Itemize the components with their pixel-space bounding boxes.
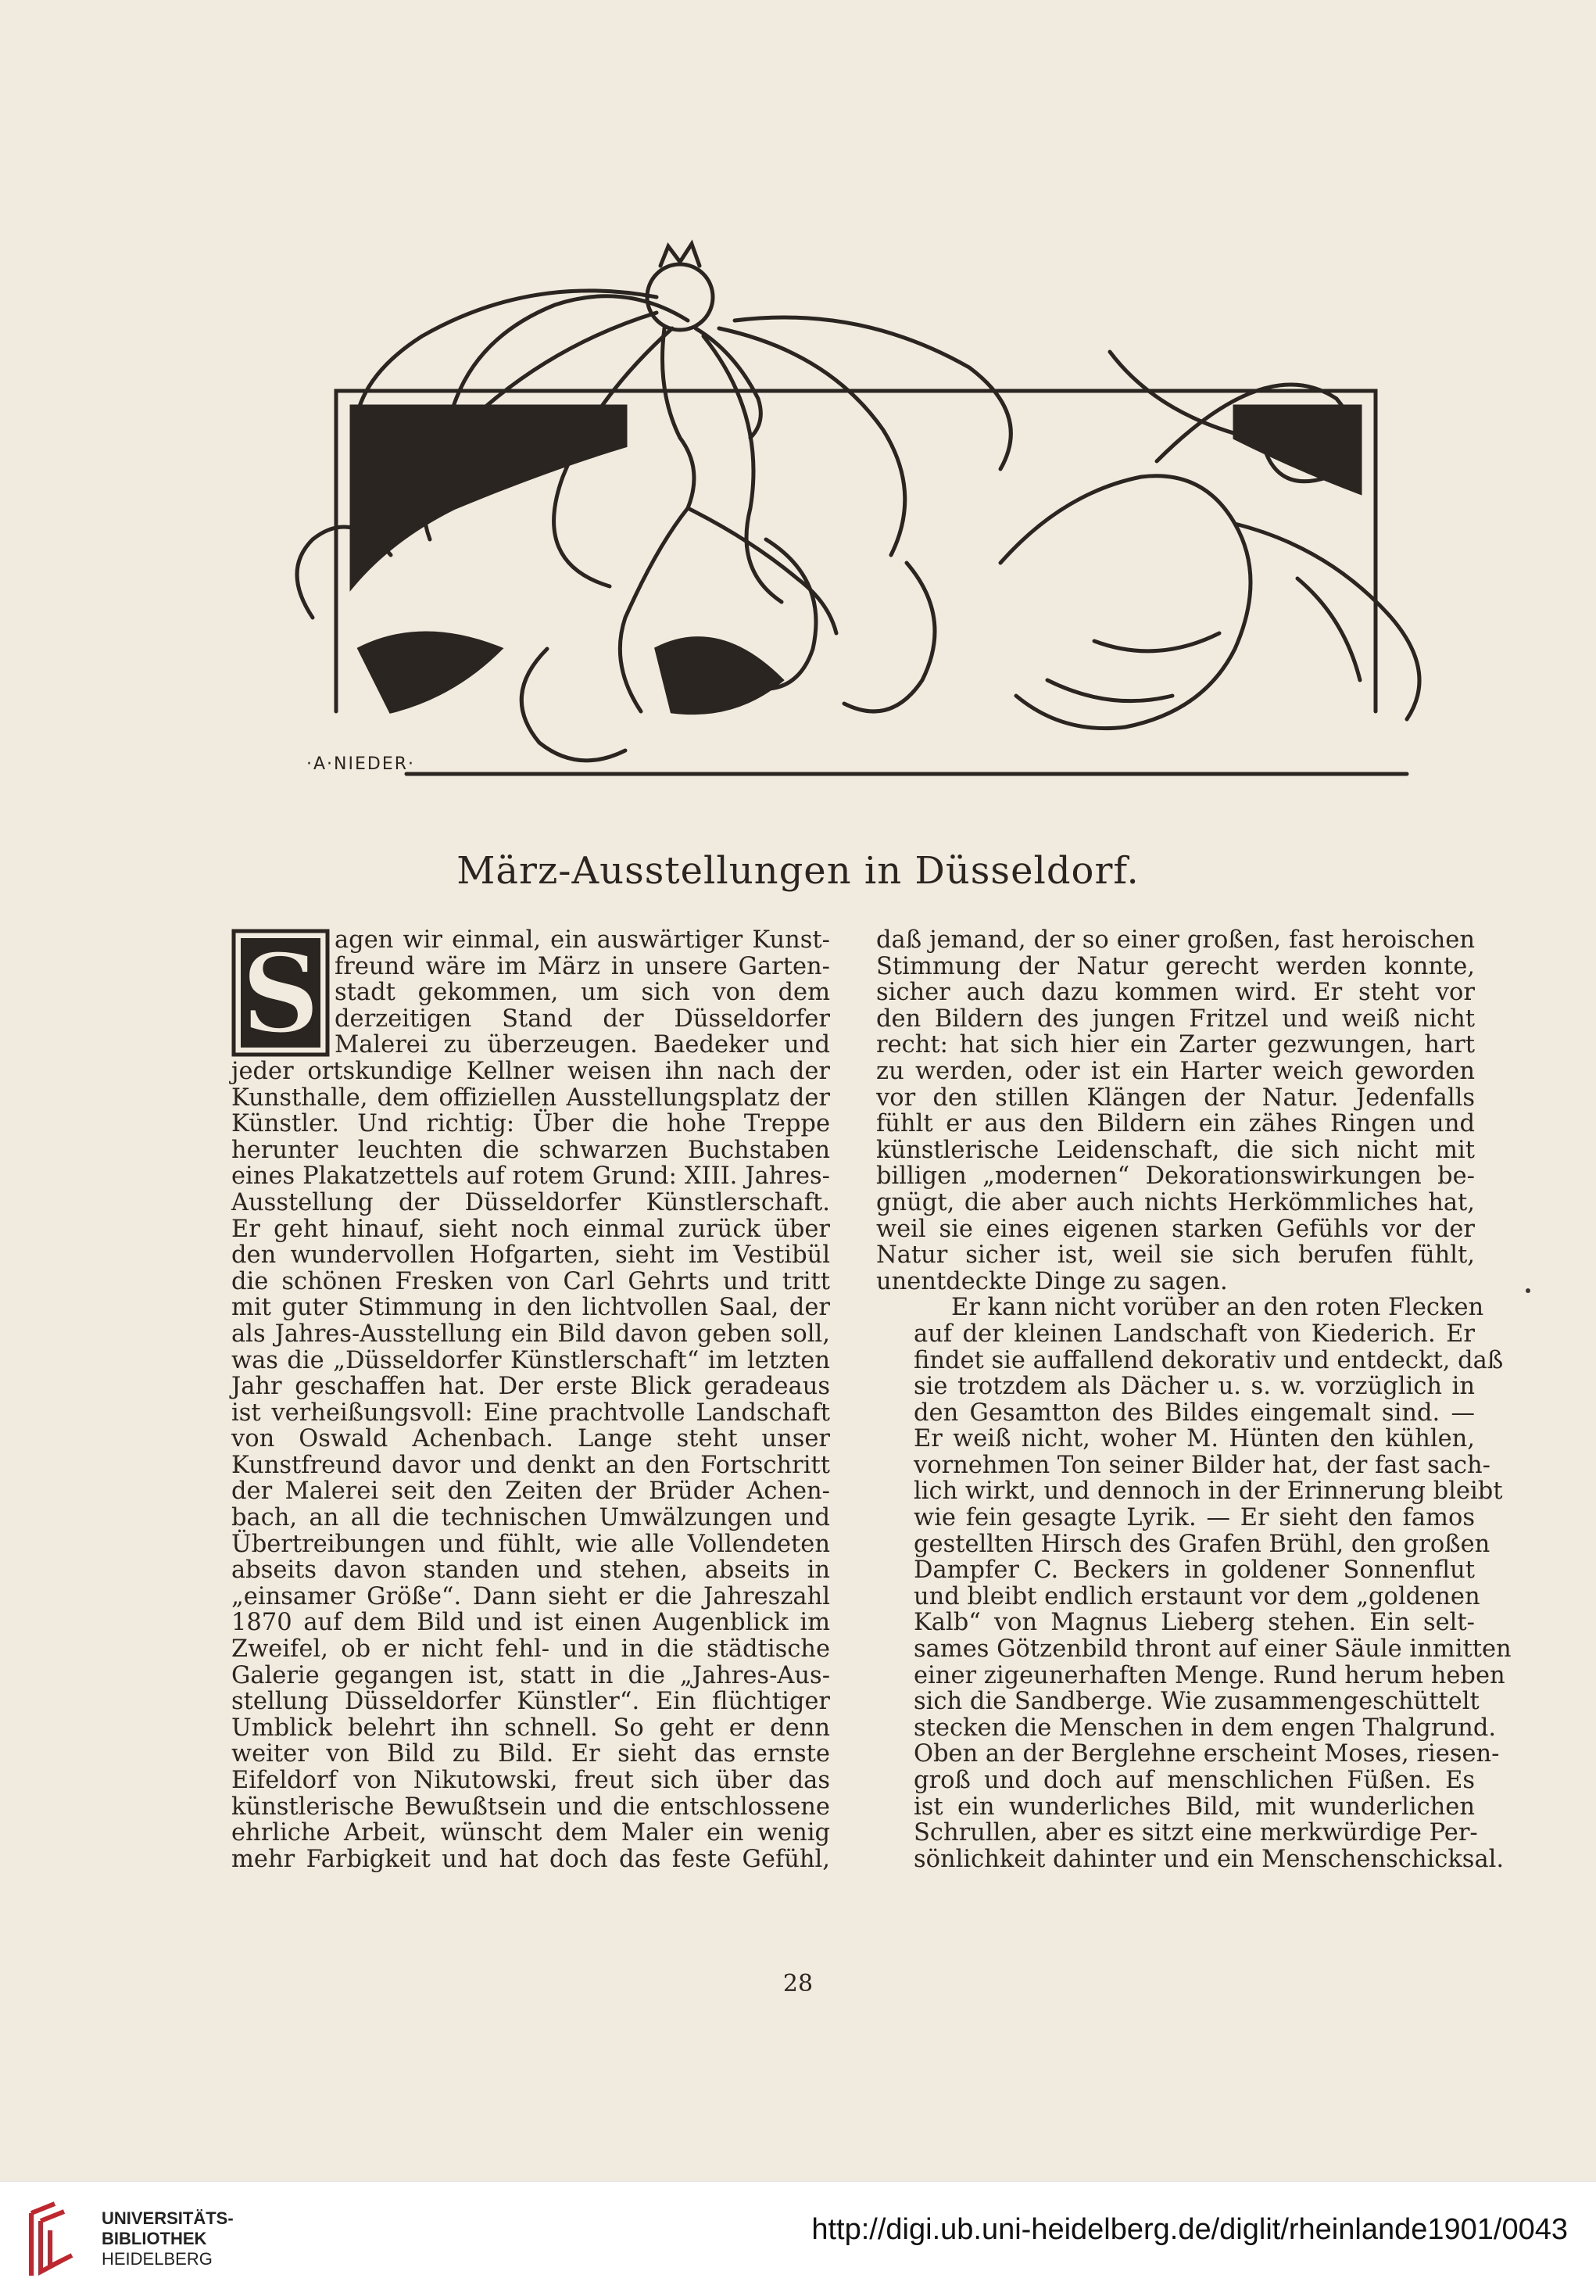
- text-line: sönlichkeit dahinter und ein Menschenschicksal.: [914, 1845, 1505, 1873]
- text-line: was die „Düsseldorfer Künstlerschaft“ im letzten: [231, 1346, 830, 1374]
- text-line: agen wir einmal, ein auswärtiger Kunst-: [335, 926, 830, 954]
- institution-name: [102, 2208, 234, 2269]
- text-line: den wundervollen Hofgarten, sieht im Vestibül: [231, 1241, 830, 1270]
- text-line: stecken die Menschen in dem engen Thalgrund.: [914, 1714, 1497, 1742]
- left-paragraph: [231, 927, 830, 1872]
- text-line: Ausstellung der Düsseldorfer Künstlerschaft.: [231, 1188, 830, 1216]
- text-line: ist verheißungsvoll: Eine prachtvolle Landschaft: [231, 1399, 830, 1427]
- text-line: einer zigeunerhaften Menge. Rund herum heben: [914, 1661, 1505, 1689]
- text-line: billigen „modernen“ Dekorationswirkungen be-: [876, 1162, 1475, 1191]
- print-speck: [1526, 1288, 1530, 1293]
- text-line: Künstler. Und richtig: Über die hohe Treppe: [231, 1110, 830, 1138]
- text-line: Schrullen, aber es sitzt eine merkwürdige Per-: [914, 1819, 1478, 1847]
- text-line: recht: hat sich hier ein Zarter gezwungen, hart: [876, 1031, 1475, 1059]
- text-line: sich die Sandberge. Wie zusammengeschüttelt: [914, 1688, 1480, 1716]
- text-line: der Malerei seit den Zeiten der Brüder Achen-: [231, 1478, 830, 1506]
- text-line: groß und doch auf menschlichen Füßen. Es: [914, 1767, 1475, 1794]
- text-line: gestellten Hirsch des Grafen Brühl, den großen: [914, 1530, 1490, 1558]
- text-line: gnügt, die aber auch nichts Herkömmliches hat,: [876, 1188, 1475, 1216]
- text-line: Übertreibungen und fühlt, wie alle Vollendeten: [231, 1530, 830, 1558]
- text-line: und bleibt endlich erstaunt vor dem „goldenen: [914, 1582, 1480, 1610]
- text-line: fühlt er aus den Bildern ein zähes Ringen und: [876, 1110, 1475, 1138]
- article-title: März-Ausstellungen in Düsseldorf.: [456, 849, 1140, 893]
- text-line: weil sie eines eigenen starken Gefühls vor der: [876, 1215, 1475, 1243]
- text-line: mit guter Stimmung in den lichtvollen Saal, der: [231, 1294, 830, 1322]
- text-line: unentdeckte Dinge zu sagen.: [876, 1267, 1228, 1295]
- text-line: daß jemand, der so einer großen, fast heroischen: [876, 926, 1475, 954]
- text-line: derzeitigen Stand der Düsseldorfer: [335, 1005, 830, 1033]
- text-line: Kalb“ von Magnus Lieberg stehen. Ein selt-: [914, 1609, 1475, 1637]
- text-line: stellung Düsseldorfer Künstler“. Ein flüchtiger: [231, 1688, 830, 1716]
- library-logo-icon: [23, 2197, 95, 2283]
- text-line: ehrliche Arbeit, wünscht dem Maler ein wenig: [231, 1819, 830, 1847]
- text-line: sicher auch dazu kommen wird. Er steht vor: [876, 979, 1475, 1007]
- right-paragraph-2: [876, 1294, 1512, 1873]
- text-line: den Bildern des jungen Fritzel und weiß nicht: [876, 1005, 1475, 1033]
- text-line: weiter von Bild zu Bild. Er sieht das ernste: [231, 1740, 830, 1768]
- text-line: Kunsthalle, dem offiziellen Ausstellungsplatz der: [231, 1084, 830, 1112]
- artist-signature: ·A·NIEDER·: [306, 754, 416, 774]
- text-line: herunter leuchten die schwarzen Buchstaben: [231, 1136, 830, 1164]
- text-line: ist ein wunderliches Bild, mit wunderlichen: [914, 1793, 1475, 1821]
- page-number: 28: [782, 1970, 814, 1997]
- text-line: Malerei zu überzeugen. Baedeker und: [335, 1031, 830, 1059]
- text-line: Umblick belehrt ihn schnell. So geht er denn: [231, 1714, 830, 1742]
- text-line: jeder ortskundige Kellner weisen ihn nach der: [231, 1057, 830, 1085]
- text-line: „einsamer Größe“. Dann sieht er die Jahreszahl: [231, 1582, 830, 1610]
- text-line: Stimmung der Natur gerecht werden konnte,: [876, 952, 1475, 980]
- text-line: Eifeldorf von Nikutowski, freut sich über das: [231, 1767, 830, 1794]
- text-line: abseits davon standen und stehen, abseits in: [231, 1556, 830, 1585]
- text-line: sie trotzdem als Dächer u. s. w. vorzüglich in: [914, 1373, 1475, 1401]
- text-line: Er geht hinauf, sieht noch einmal zurück über: [231, 1215, 830, 1243]
- text-line: künstlerische Leidenschaft, die sich nicht mit: [876, 1136, 1475, 1164]
- institution-line-3: HEIDELBERG: [102, 2249, 213, 2269]
- text-line: als Jahres-Ausstellung ein Bild davon geben soll,: [231, 1320, 830, 1348]
- text-line: freund wäre im März in unsere Garten-: [335, 952, 830, 980]
- right-paragraph-1: [876, 927, 1475, 1295]
- text-line: auf der kleinen Landschaft von Kiederich. Er: [914, 1320, 1475, 1348]
- text-line: die schönen Fresken von Carl Gehrts und tritt: [231, 1267, 830, 1295]
- text-line: von Oswald Achenbach. Lange steht unser: [231, 1425, 830, 1453]
- article-column-right: [876, 926, 1512, 1873]
- footer-bar: [0, 2181, 1596, 2296]
- text-line: Jahr geschaffen hat. Der erste Blick geradeaus: [231, 1373, 830, 1401]
- text-line: Oben an der Berglehne erscheint Moses, riesen-: [914, 1740, 1500, 1768]
- text-line: bach, an all die technischen Umwälzungen und: [231, 1504, 830, 1532]
- text-line: lich wirkt, und dennoch in der Erinnerung bleibt: [914, 1478, 1503, 1506]
- text-line: zu werden, oder ist ein Harter weich geworden: [876, 1057, 1475, 1085]
- text-line: wie fein gesagte Lyrik. — Er sieht den famos: [914, 1504, 1475, 1532]
- text-line: eines Plakatzettels auf rotem Grund: XIII. Jahres-: [231, 1162, 830, 1191]
- institution-line-2: BIBLIOTHEK: [102, 2229, 207, 2248]
- dropcap-letter: S: [241, 930, 320, 1057]
- text-line: Er kann nicht vorüber an den roten Flecken: [951, 1294, 1484, 1322]
- article-column-left: [231, 927, 830, 1872]
- text-line: stadt gekommen, um sich von dem: [335, 979, 830, 1007]
- text-line: Er weiß nicht, woher M. Hünten den kühlen,: [914, 1425, 1475, 1453]
- text-line: Zweifel, ob er nicht fehl- und in die städtische: [231, 1635, 830, 1664]
- text-line: mehr Farbigkeit und hat doch das feste Gefühl,: [231, 1845, 830, 1873]
- text-line: vornehmen Ton seiner Bilder hat, der fast sach-: [914, 1451, 1490, 1479]
- text-line: Kunstfreund davor und denkt an den Fortschritt: [231, 1451, 830, 1479]
- text-line: Galerie gegangen ist, statt in die „Jahres-Aus-: [231, 1661, 830, 1689]
- text-line: sames Götzenbild thront auf einer Säule inmitten: [914, 1635, 1512, 1664]
- text-line: Natur sicher ist, weil sie sich berufen fühlt,: [876, 1241, 1475, 1270]
- text-line: 1870 auf dem Bild und ist einen Augenblick im: [231, 1609, 830, 1637]
- source-url-link[interactable]: http://digi.ub.uni-heidelberg.de/diglit/rheinlande1901/0043: [811, 2213, 1568, 2246]
- text-line: findet sie auffallend dekorativ und entdeckt, daß: [914, 1346, 1504, 1374]
- institution-line-1: UNIVERSITÄTS-: [102, 2208, 234, 2228]
- text-line: Dampfer C. Beckers in goldener Sonnenflut: [914, 1556, 1475, 1585]
- text-line: den Gesamtton des Bildes eingemalt sind. —: [914, 1399, 1475, 1427]
- text-line: vor den stillen Klängen der Natur. Jedenfalls: [876, 1084, 1475, 1112]
- art-nouveau-vignette: [219, 211, 1485, 797]
- text-line: künstlerische Bewußtsein und die entschlossene: [231, 1793, 830, 1821]
